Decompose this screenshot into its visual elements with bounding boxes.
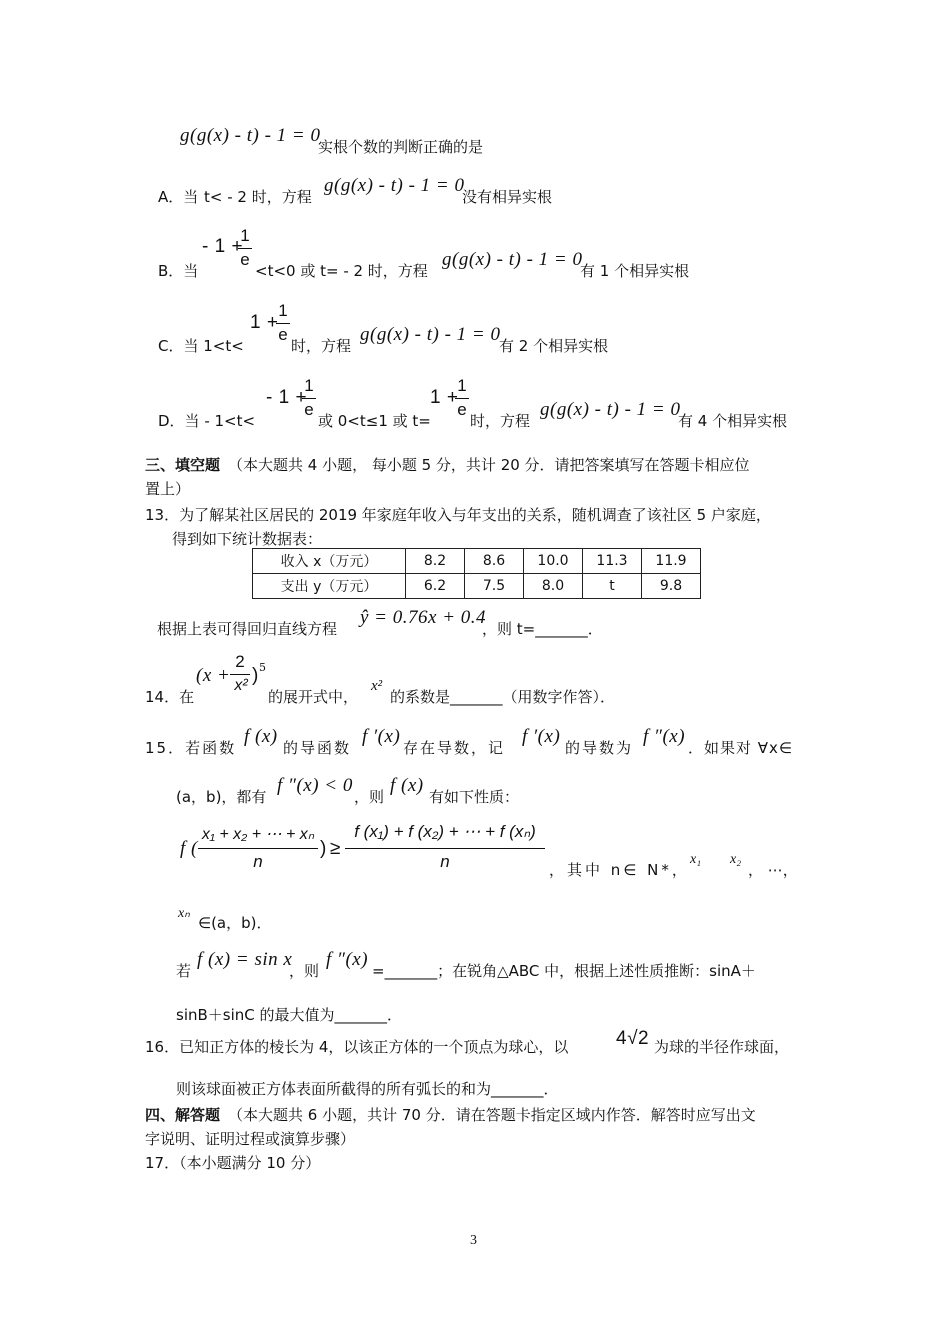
- top-fragment-text: 实根个数的判断正确的是: [318, 138, 484, 156]
- table-cell: 6.2: [406, 574, 465, 599]
- q14-binom-den: x²: [234, 677, 248, 694]
- q15-p3: 存在导数，记: [403, 739, 506, 757]
- q16-suffix: 为球的半径作球面，: [654, 1038, 790, 1056]
- table-cell: 支出 y（万元）: [253, 574, 406, 599]
- table-cell: 11.3: [583, 549, 642, 574]
- section-4-heading: 四、解答题: [145, 1106, 221, 1124]
- table-cell: 收入 x（万元）: [253, 549, 406, 574]
- table-row: [253, 549, 701, 574]
- q15-line5-f1: f (x) = sin x: [197, 949, 293, 970]
- option-b-frac-den: e: [240, 250, 250, 269]
- q15-ineq-lhs-f: f (: [180, 838, 198, 859]
- q16-line2: 则该球面被正方体表面所截得的所有弧长的和为_______．: [176, 1080, 559, 1098]
- option-a-tail: 没有相异实根: [462, 188, 553, 206]
- statistics-table: [252, 548, 701, 599]
- q14-mid: 的展开式中，: [268, 688, 359, 706]
- q13-after-prefix: 根据上表可得回归直线方程: [157, 620, 338, 638]
- option-b-prefix: B．当: [158, 262, 199, 280]
- q15-f1: f (x): [244, 726, 278, 747]
- q15-ineq-lhs-den: n: [253, 852, 263, 871]
- option-d-frac2-num: 1: [457, 376, 467, 395]
- q15-ineq-tail: ，其中 n∈ N*，: [549, 861, 690, 879]
- q15-line5-p1: 若: [176, 962, 192, 980]
- option-b-equation: g(g(x) - t) - 1 = 0: [442, 249, 583, 270]
- q15-line2-p2: ，则: [354, 788, 385, 806]
- q15-line2-p1: (a，b)，都有: [176, 788, 267, 806]
- table-cell: 8.0: [524, 574, 583, 599]
- option-d-cond: 时，方程: [470, 412, 531, 430]
- q13-after-suffix: ，则 t=_______．: [482, 620, 603, 638]
- section-3-note: （本大题共 4 小题， 每小题 5 分，共计 20 分．请把答案填写在答题卡相应位: [228, 456, 750, 474]
- top-equation: g(g(x) - t) - 1 = 0: [180, 125, 321, 146]
- q16-prefix: 16．已知正方体的棱长为 4，以该正方体的一个顶点为球心，以: [145, 1038, 569, 1056]
- option-c-prefix: C．当 1<t<: [158, 337, 244, 355]
- section-4-note-cont: 字说明、证明过程或演算步骤）: [145, 1130, 356, 1148]
- table-cell: 11.9: [642, 549, 701, 574]
- q15-ineq-x1: x₁: [690, 852, 702, 867]
- option-d-tail: 有 4 个相异实根: [678, 412, 788, 430]
- table-cell: t: [583, 574, 642, 599]
- option-c-frac-lead: 1 +: [250, 312, 279, 333]
- q13-regression-equation: ŷ = 0.76x + 0.4: [360, 607, 487, 628]
- option-b-tail: 有 1 个相异实根: [580, 262, 690, 280]
- q13-line2: 得到如下统计数据表：: [172, 530, 323, 548]
- option-d-equation: g(g(x) - t) - 1 = 0: [540, 399, 681, 420]
- option-c-cond: 时，方程: [291, 337, 352, 355]
- table-cell: 9.8: [642, 574, 701, 599]
- question-17-heading: 17．（本小题满分 10 分）: [145, 1154, 321, 1172]
- q15-line2-p3: 有如下性质：: [429, 788, 520, 806]
- table-row: [253, 574, 701, 599]
- page-number: 3: [470, 1233, 477, 1248]
- q15-ineq-lhs-num: x₁ + x₂ + ⋯ + xₙ: [201, 826, 315, 843]
- option-a-cond: t< - 2 时，方程: [204, 188, 312, 206]
- q13-line1: 13．为了解某社区居民的 2019 年家庭年收入与年支出的关系，随机调查了该社区 5 户家庭，: [145, 506, 771, 524]
- table-cell: 8.2: [406, 549, 465, 574]
- q15-f2: f ′(x): [362, 726, 401, 747]
- q15-line4-xn: xₙ: [178, 906, 190, 921]
- q15-ineq-rhs-num: f (x₁) + f (x₂) + ⋯ + f (xₙ): [354, 822, 536, 841]
- q15-line6: sinB＋sinC 的最大值为_______．: [176, 1006, 403, 1024]
- option-d-frac1-den: e: [304, 400, 314, 419]
- option-c-equation: g(g(x) - t) - 1 = 0: [360, 324, 501, 345]
- q14-binom-exp: 5: [259, 661, 266, 674]
- q15-ineq-lhs-close: ): [320, 838, 327, 859]
- q16-radius: 4√2: [616, 1028, 650, 1049]
- q15-line2-f1: f ″(x) < 0: [277, 775, 353, 796]
- q15-ineq-rhs-den: n: [440, 852, 450, 871]
- option-c-tail: 有 2 个相异实根: [499, 337, 609, 355]
- option-a-equation: g(g(x) - t) - 1 = 0: [324, 175, 465, 196]
- q15-ineq-x2: x₂: [730, 852, 742, 867]
- table-cell: 7.5: [465, 574, 524, 599]
- q15-p2: 的导函数: [283, 739, 352, 757]
- q14-tail: 的系数是_______（用数字作答）．: [390, 688, 616, 706]
- q15-p5: ．如果对 ∀x∈: [688, 739, 793, 757]
- q15-ineq-rel: ≥: [330, 838, 341, 859]
- option-a-prefix: A．当: [158, 188, 199, 206]
- q14-prefix: 14．在: [145, 688, 195, 706]
- section-3-note-cont: 置上）: [145, 480, 191, 498]
- table-cell: 10.0: [524, 549, 583, 574]
- option-d-frac1-num: 1: [304, 376, 314, 395]
- option-d-frac2-den: e: [457, 400, 467, 419]
- q15-line4-text: ∈(a，b)．: [198, 914, 272, 932]
- option-c-frac-den: e: [278, 325, 288, 344]
- option-d-prefix: D．当 - 1<t<: [158, 412, 256, 430]
- section-3-heading: 三、填空题: [145, 456, 221, 474]
- option-b-cond: <t<0 或 t= - 2 时，方程: [255, 262, 428, 280]
- q14-term: x²: [371, 678, 383, 694]
- q15-line5-p2: ，则: [289, 962, 320, 980]
- q14-binom-num: 2: [235, 652, 245, 671]
- q15-ineq-dots: ， ⋯，: [748, 861, 798, 879]
- option-c-frac-num: 1: [278, 301, 288, 320]
- q15-line5-f2: f ″(x): [326, 949, 369, 970]
- q14-binom-lead: (x +: [196, 665, 231, 686]
- option-b-frac-num: 1: [240, 226, 250, 245]
- q15-line5-p3: =_______；在锐角△ABC 中，根据上述性质推断：sinA＋: [372, 962, 756, 980]
- q15-p4: 的导数为: [565, 739, 634, 757]
- option-d-frac2-lead: 1 +: [430, 387, 459, 408]
- q15-p1: 15．若函数: [145, 739, 237, 757]
- section-4-note: （本大题共 6 小题，共计 70 分．请在答题卡指定区域内作答．解答时应写出文: [228, 1106, 756, 1124]
- q15-line2-f2: f (x): [390, 775, 424, 796]
- q14-binom-close: ): [252, 665, 259, 686]
- q15-f4: f ″(x): [643, 726, 686, 747]
- option-b-frac-lead: - 1 +: [202, 236, 244, 257]
- table-cell: 8.6: [465, 549, 524, 574]
- option-d-frac1-lead: - 1 +: [266, 387, 308, 408]
- q15-f3: f ′(x): [522, 726, 561, 747]
- option-d-mid: 或 0<t≤1 或 t=: [318, 412, 431, 430]
